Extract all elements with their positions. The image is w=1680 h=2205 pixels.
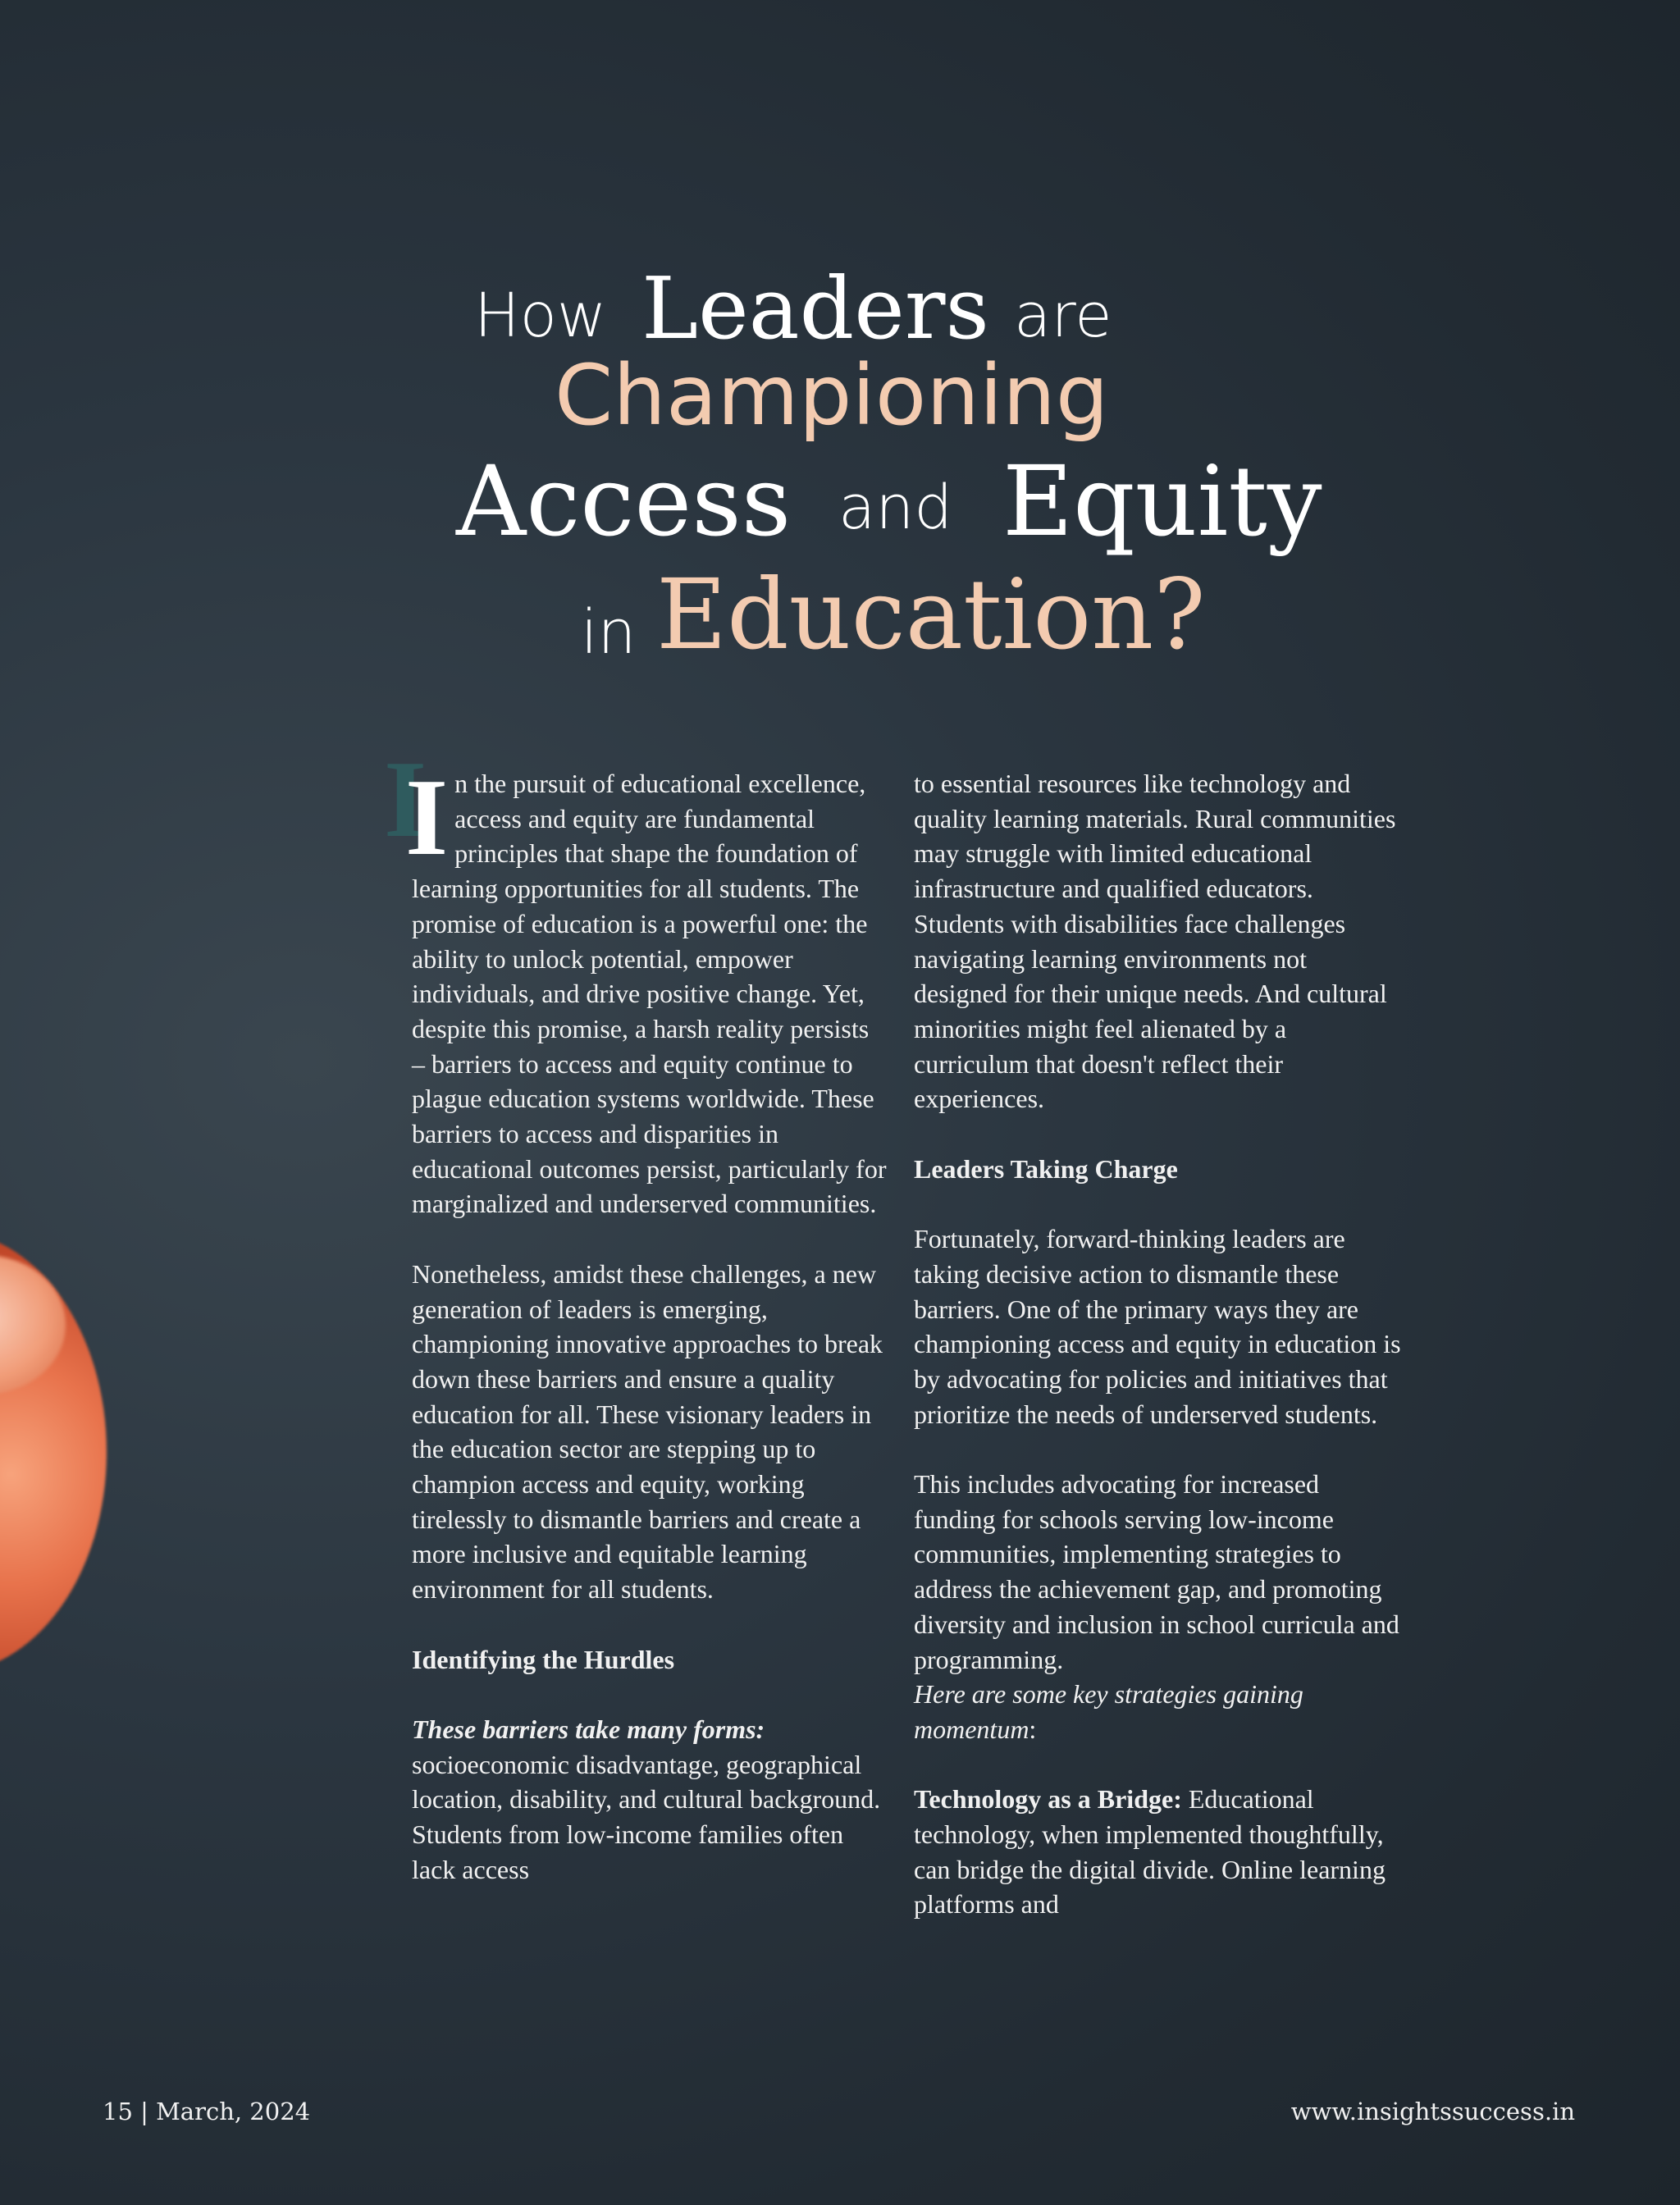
title-equity: Equity xyxy=(1002,445,1322,558)
technology-lead: Technology as a Bridge: xyxy=(914,1784,1182,1815)
paragraph-leaders-emerging: Nonetheless, amidst these challenges, a new generation of leaders is emerging, championing innovative approaches to break down these barriers and ensure a quality education for all. These visionary leaders in the education sector are stepping up to champion access and equity, working tirelessly to dismantle barriers and create a more inclusive and equitable learning environment for all students. xyxy=(412,1258,883,1605)
title-education: Education? xyxy=(656,558,1206,671)
article-column-right xyxy=(914,766,1406,1922)
title-are: are xyxy=(1014,281,1112,351)
heading-leaders-taking-charge: Leaders Taking Charge xyxy=(914,1153,1178,1184)
paragraph-intro: In the pursuit of educational excellence, access and equity are fundamental principles that shape the foundation of learning opportunities for all students. The promise of education is a powerful one: the ability to unlock potential, empower individuals, and drive positive change. Yet, despite this promise, a harsh reality persists – barriers to access and equity continue to plague education systems worldwide. These barriers to access and disparities in educational outcomes persist, particularly for marginalized and underserved communities. xyxy=(405,756,887,1219)
website-url: www.insightssuccess.in xyxy=(1290,2098,1575,2125)
title-how: How xyxy=(474,281,607,351)
title-access: Access xyxy=(456,445,792,558)
drop-cap: I xyxy=(405,756,449,878)
paragraph-forward-thinking: Fortunately, forward-thinking leaders are taking decisive action to dismantle these barriers. One of the primary ways they are championing access and equity in education is by advocating for policies and initiatives that prioritize the needs of underserved students. xyxy=(914,1224,1401,1429)
heading-identifying-hurdles: Identifying the Hurdles xyxy=(412,1644,675,1674)
title-and: and xyxy=(838,472,953,543)
title-championing: Championing xyxy=(555,347,1109,445)
paragraph-barriers: These barriers take many forms: socioeconomic disadvantage, geographical location, disability, and cultural background. Students from low-income families often lack access xyxy=(412,1714,881,1884)
page-number-date: 15 | March, 2024 xyxy=(103,2098,311,2125)
paragraph-resources: to essential resources like technology and quality learning materials. Rural communities may struggle with limited educational infrastructure and qualified educators. Students with disabilities face challenges navigating learning environments not designed for their unique needs. And cultural minorities might feel alienated by a curriculum that doesn't reflect their experiences. xyxy=(914,769,1396,1114)
article-title xyxy=(0,258,1680,689)
paragraph-key-strategies: Here are some key strategies gaining momentum: xyxy=(914,1679,1303,1744)
paragraph-technology-bridge: Technology as a Bridge: Educational technology, when implemented thoughtfully, can bridge the digital divide. Online learning platforms and xyxy=(914,1784,1386,1920)
barriers-lead: These barriers take many forms: xyxy=(412,1714,765,1744)
title-in: in xyxy=(581,597,637,668)
article-column-left xyxy=(405,756,888,1887)
title-leaders: Leaders xyxy=(641,258,989,358)
paragraph-advocating: This includes advocating for increased funding for schools serving low-income communities, implementing strategies to address the achievement gap, and promoting diversity and inclusion in school curricula and programming. xyxy=(914,1469,1399,1674)
